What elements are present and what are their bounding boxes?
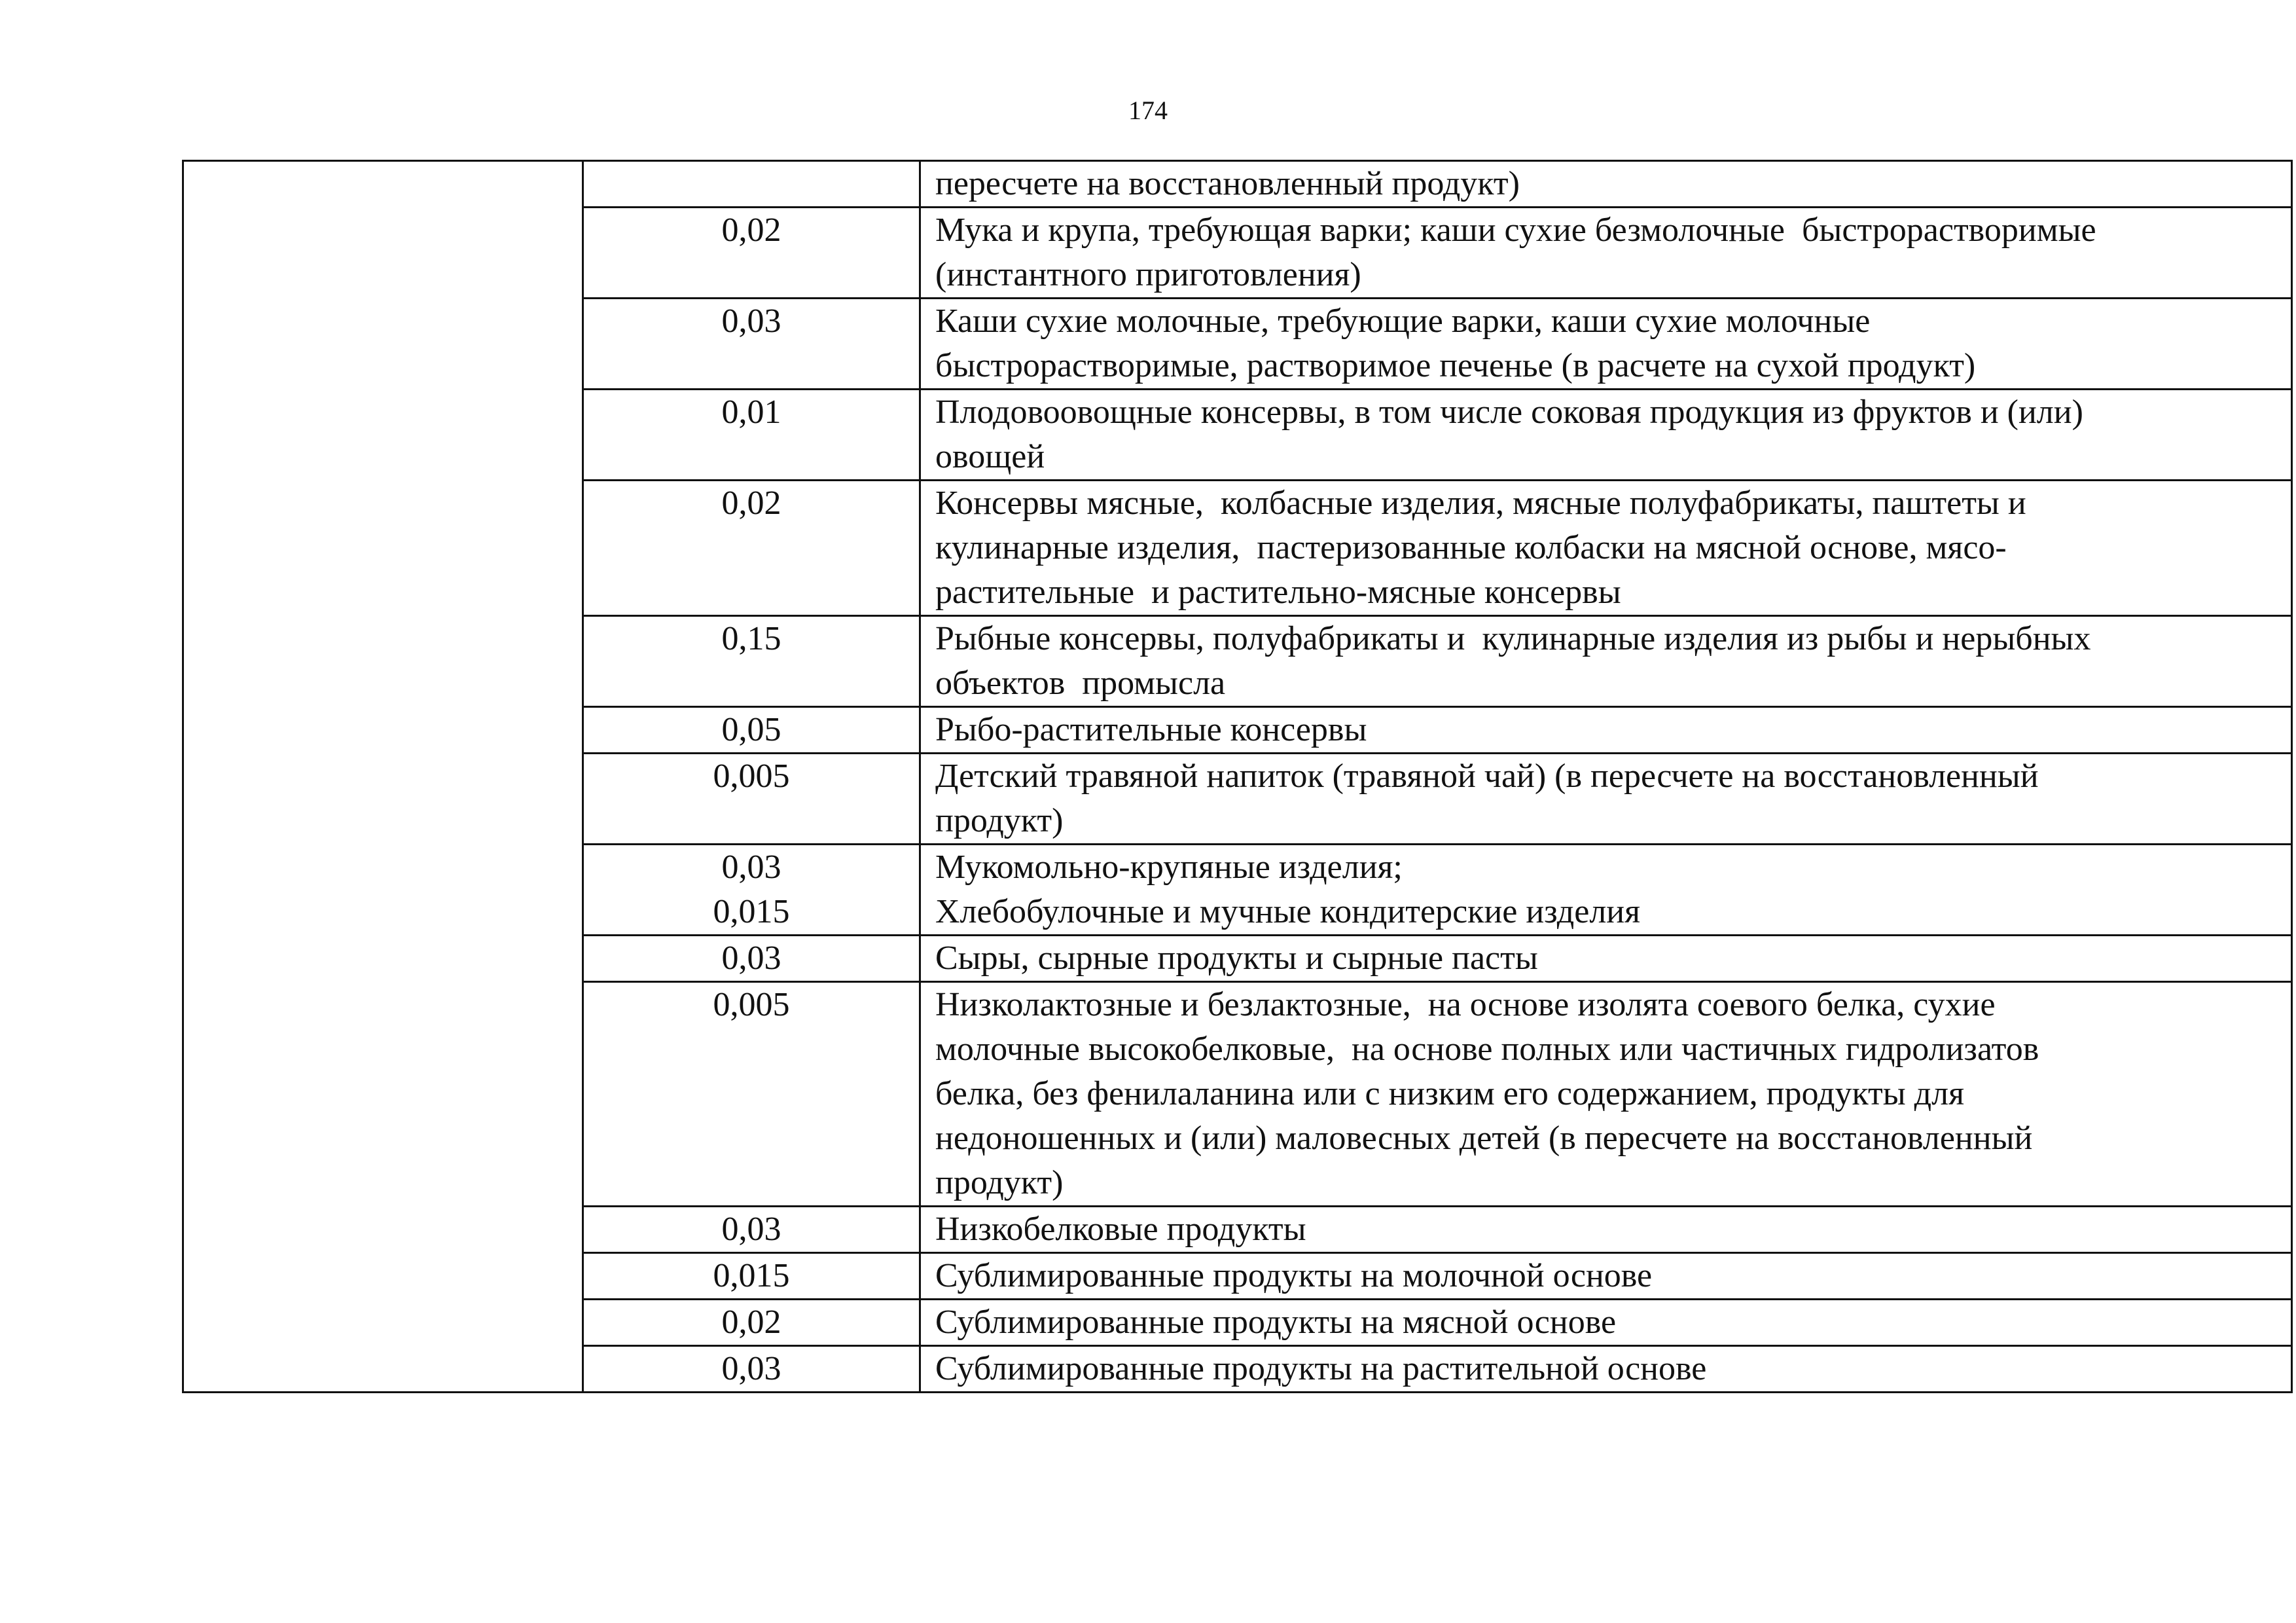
- product-description-line: Каши сухие молочные, требующие варки, каши сухие молочные: [935, 302, 1871, 340]
- limit-value: 0,15: [721, 620, 781, 657]
- product-description-line: Сублимированные продукты на мясной основе: [935, 1304, 1617, 1341]
- product-description-line: Консервы мясные, колбасные изделия, мясные полуфабрикаты, паштеты и: [935, 484, 2026, 522]
- limit-value: 0,02: [721, 1304, 781, 1341]
- limit-value: 0,01: [721, 393, 781, 431]
- product-description-line: Рыбо-растительные консервы: [935, 711, 1367, 748]
- product-description-cell: [920, 208, 2292, 299]
- limit-value: 0,02: [721, 484, 781, 522]
- limit-value-cell: [583, 936, 920, 982]
- product-description-line: Низкобелковые продукты: [935, 1211, 1306, 1248]
- limit-value-cell: [583, 481, 920, 616]
- limit-value: 0,03: [721, 939, 781, 977]
- product-description-cell: [920, 161, 2292, 208]
- product-description-cell: [920, 936, 2292, 982]
- product-description-line: объектов промысла: [935, 665, 1226, 702]
- limit-value: 0,03: [721, 1211, 781, 1248]
- product-description-line: кулинарные изделия, пастеризованные колбаски на мясной основе, мясо-: [935, 529, 2007, 566]
- product-description-line: овощей: [935, 438, 1045, 475]
- product-description-cell: [920, 390, 2292, 481]
- product-description-line: Плодовоовощные консервы, в том числе соковая продукция из фруктов и (или): [935, 393, 2083, 431]
- limit-value: 0,02: [721, 211, 781, 249]
- product-description-cell: [920, 1207, 2292, 1253]
- limit-value-cell: [583, 1253, 920, 1300]
- product-description-line: Сыры, сырные продукты и сырные пасты: [935, 939, 1538, 977]
- product-description-line: Сублимированные продукты на растительной основе: [935, 1350, 1707, 1387]
- product-description-line: пересчете на восстановленный продукт): [935, 165, 1520, 202]
- limit-value-cell: [583, 707, 920, 754]
- product-description-cell: [920, 299, 2292, 390]
- category-cell: [183, 161, 583, 1393]
- product-description-line: недоношенных и (или) маловесных детей (в пересчете на восстановленный: [935, 1120, 2033, 1157]
- product-description-line: молочные высокобелковые, на основе полных или частичных гидролизатов: [935, 1030, 2039, 1068]
- limit-value-cell: [583, 1300, 920, 1346]
- limits-table: [182, 160, 2293, 1393]
- product-description-cell: [920, 754, 2292, 845]
- limit-value: 0,03: [721, 848, 781, 886]
- product-description-line: Детский травяной напиток (травяной чай) (в пересчете на восстановленный: [935, 757, 2039, 795]
- product-description-line: Рыбные консервы, полуфабрикаты и кулинарные изделия из рыбы и нерыбных: [935, 620, 2091, 657]
- limit-value-cell: [583, 390, 920, 481]
- product-description-line: продукт): [935, 1164, 1064, 1201]
- product-description-cell: [920, 845, 2292, 936]
- product-description-line: Сублимированные продукты на молочной основе: [935, 1257, 1653, 1294]
- product-description-cell: [920, 616, 2292, 707]
- limit-value: 0,005: [713, 986, 790, 1023]
- limit-value: 0,03: [721, 1350, 781, 1387]
- table-body: [183, 161, 2292, 1393]
- product-description-line: быстрорастворимые, растворимое печенье (в расчете на сухой продукт): [935, 347, 1976, 384]
- product-description-line: растительные и растительно-мясные консервы: [935, 574, 1621, 611]
- limit-value-cell: [583, 754, 920, 845]
- limit-value-cell: [583, 1207, 920, 1253]
- page-number: 174: [1128, 96, 1168, 125]
- limit-value: 0,005: [713, 757, 790, 795]
- product-description-line: Мукомольно-крупяные изделия;: [935, 848, 1403, 886]
- limit-value-cell: [583, 208, 920, 299]
- product-description-cell: [920, 707, 2292, 754]
- product-description-line: Низколактозные и безлактозные, на основе изолята соевого белка, сухие: [935, 986, 1996, 1023]
- product-description-line: Хлебобулочные и мучные кондитерские изделия: [935, 893, 1641, 930]
- product-description-cell: [920, 1346, 2292, 1393]
- product-description-cell: [920, 982, 2292, 1207]
- product-description-line: Мука и крупа, требующая варки; каши сухие безмолочные быстрорастворимые: [935, 211, 2096, 249]
- limit-value: 0,015: [713, 893, 790, 930]
- product-description-line: (инстантного приготовления): [935, 256, 1361, 293]
- limit-value-cell: [583, 982, 920, 1207]
- limit-value-cell: [583, 845, 920, 936]
- limit-value: 0,05: [721, 711, 781, 748]
- limit-value: 0,03: [721, 302, 781, 340]
- product-description-cell: [920, 1300, 2292, 1346]
- product-description-cell: [920, 481, 2292, 616]
- product-description-line: белка, без фенилаланина или с низким его содержанием, продукты для: [935, 1075, 1965, 1112]
- table-row: [183, 161, 2292, 208]
- limit-value-cell: [583, 616, 920, 707]
- limit-value-cell: [583, 161, 920, 208]
- limit-value-cell: [583, 299, 920, 390]
- limit-value: 0,015: [713, 1257, 790, 1294]
- product-description-cell: [920, 1253, 2292, 1300]
- product-description-line: продукт): [935, 802, 1064, 839]
- limit-value-cell: [583, 1346, 920, 1393]
